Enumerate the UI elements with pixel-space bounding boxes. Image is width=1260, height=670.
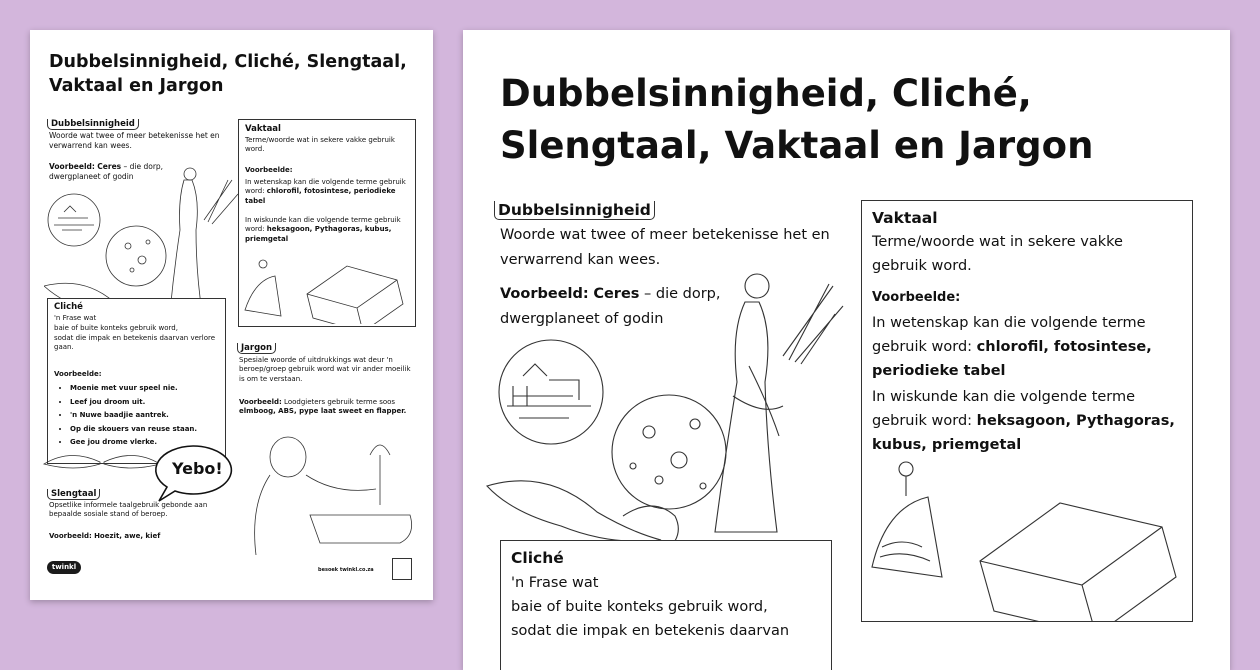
list-item: • Leef jou droom uit. bbox=[70, 396, 230, 410]
cliche-examples-label: Voorbeelde: bbox=[54, 370, 102, 378]
dubbel-desc-large: Woorde wat twee of meer betekenisse het en verwarrend kan wees. bbox=[500, 227, 830, 268]
vaktaal-heading: Vaktaal bbox=[245, 124, 281, 134]
vaktaal-examples-label: Voorbeelde: bbox=[245, 166, 293, 174]
worksheet-preview-large[interactable] bbox=[463, 30, 1230, 670]
comet-icon bbox=[487, 481, 661, 542]
page-title: Dubbelsinnigheid, Cliché, Slengtaal, Vaktaal en Jargon bbox=[49, 52, 407, 96]
vaktaal-desc: Terme/woorde wat in sekere vakke gebruik word. bbox=[245, 136, 395, 154]
planet-icon bbox=[612, 395, 726, 509]
dubbel-heading-large: Dubbelsinnigheid bbox=[494, 201, 655, 220]
badge-icon bbox=[392, 558, 412, 580]
town-circle-icon bbox=[48, 194, 100, 246]
worksheet-preview-small[interactable] bbox=[30, 30, 433, 600]
cliche-line2: baie of buite konteks gebruik word, bbox=[54, 324, 178, 332]
vaktaal-examples-label-large: Voorbeelde: bbox=[872, 290, 961, 305]
fish-skeleton-icon bbox=[245, 276, 281, 316]
sleng-example: Voorbeeld: Hoezit, awe, kief bbox=[49, 532, 161, 540]
vaktaal-illustration-large bbox=[862, 457, 1192, 621]
jargon-heading: Jargon bbox=[237, 343, 276, 354]
dubbel-desc: Woorde wat twee of meer betekenisse het en verwarrend kan wees. bbox=[49, 131, 220, 151]
vaktaal-math: In wiskunde kan die volgende terme gebruik word: heksagoon, Pythagoras, kubus, priemgetal bbox=[245, 216, 401, 243]
cliche-line1-large: 'n Frase wat bbox=[511, 575, 599, 591]
vaktaal-box-small bbox=[238, 119, 416, 327]
sleng-desc: Opsetlike informele taalgebruik gebonde aan bepaalde sosiale stand of beroep. bbox=[49, 501, 208, 519]
hexagonal-prism-icon bbox=[980, 503, 1176, 621]
cliche-line3: sodat die impak en betekenis daarvan verlore gaan. bbox=[54, 334, 216, 352]
list-item: • Op die skouers van reuse staan. bbox=[70, 423, 230, 437]
vaktaal-box-large bbox=[861, 200, 1193, 622]
town-sketch bbox=[54, 206, 94, 230]
goddess-figure bbox=[715, 302, 777, 532]
jargon-desc: Spesiale woorde of uitdrukkings wat deur 'n beroep/groep gebruik word wat vir ander moeilik is om te verstaan. bbox=[239, 356, 411, 383]
twinkl-logo: twinkl bbox=[47, 561, 81, 574]
list-item: • Moenie met vuur speel nie. bbox=[70, 382, 230, 396]
vaktaal-science-large: In wetenskap kan die volgende terme gebruik word: chlorofil, fotosintese, periodieke tabel bbox=[872, 315, 1152, 379]
cliche-heading-large: Cliché bbox=[511, 549, 564, 567]
vaktaal-heading-large: Vaktaal bbox=[872, 209, 938, 227]
jargon-example: Voorbeeld: Loodgieters gebruik terme soos elmboog, ABS, pype laat sweet en flapper. bbox=[239, 398, 407, 416]
cliche-line3-large: sodat die impak en betekenis daarvan bbox=[511, 623, 790, 639]
cliche-box-large bbox=[500, 540, 832, 670]
cliche-line1: 'n Frase wat bbox=[54, 314, 97, 322]
cliche-box-small bbox=[47, 298, 226, 464]
footer-url[interactable]: besoek twinkl.co.za bbox=[318, 567, 374, 573]
hexagonal-prism-icon bbox=[307, 266, 403, 324]
town-sketch bbox=[507, 364, 591, 418]
vaktaal-math-large: In wiskunde kan die volgende terme gebruik word: heksagoon, Pythagoras, kubus, priemgetal bbox=[872, 389, 1175, 453]
town-circle-icon bbox=[499, 340, 603, 444]
dubbel-example: Voorbeeld: Ceres – die dorp, dwergplaneet of godin bbox=[49, 162, 164, 182]
planet-icon bbox=[106, 226, 166, 286]
page-title-large: Dubbelsinnigheid, Cliché, Slengtaal, Vaktaal en Jargon bbox=[500, 72, 1094, 167]
wings-icon bbox=[42, 448, 162, 478]
cliche-heading: Cliché bbox=[54, 302, 83, 312]
fish-skeleton-icon bbox=[872, 476, 942, 577]
wheat-sheaf-icon bbox=[783, 284, 843, 364]
vaktaal-science: In wetenskap kan die volgende terme gebruik word: chlorofil, fotosintese, periodieke tabel bbox=[245, 178, 406, 205]
list-item: • Gee jou drome vlerke. bbox=[70, 436, 230, 450]
plumber-illustration bbox=[230, 425, 420, 560]
cliche-line2-large: baie of buite konteks gebruik word, bbox=[511, 599, 768, 615]
dubbel-illustration-large bbox=[483, 246, 858, 566]
wheat-sheaf-icon bbox=[204, 180, 238, 224]
cliche-examples-list bbox=[58, 382, 230, 450]
dubbel-example-large: Voorbeeld: Ceres – die dorp, dwergplaneet of godin bbox=[500, 286, 721, 327]
speech-bubble-text: Yebo! bbox=[172, 459, 223, 478]
goddess-figure bbox=[170, 180, 202, 312]
vaktaal-illustration bbox=[241, 250, 413, 324]
vaktaal-desc-large: Terme/woorde wat in sekere vakke gebruik word. bbox=[872, 234, 1123, 274]
list-item: • 'n Nuwe baadjie aantrek. bbox=[70, 409, 230, 423]
sleng-heading: Slengtaal bbox=[47, 489, 100, 500]
dubbel-heading: Dubbelsinnigheid bbox=[47, 119, 139, 130]
